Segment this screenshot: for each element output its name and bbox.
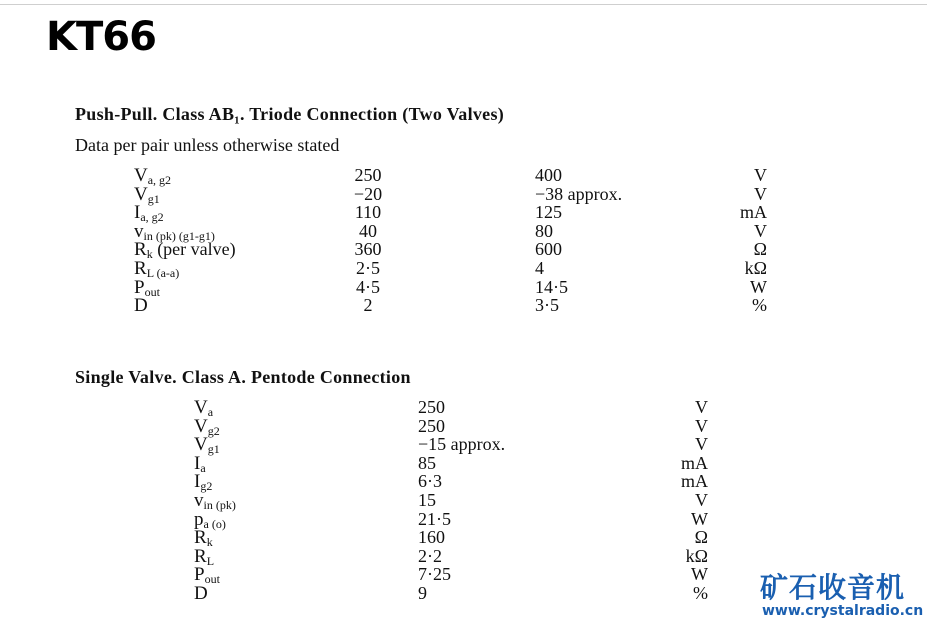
unit: W [691,508,708,529]
unit: W [691,564,708,585]
parameter-subscript: a [200,460,206,475]
watermark-chinese: 矿石收音机 [760,571,906,604]
table-row [0,259,927,278]
table-row [0,166,927,185]
unit: Ω [694,527,708,548]
parameter-subscript: a, g2 [140,210,164,225]
table-row [0,296,927,315]
parameter-symbol: V [134,183,148,205]
table-row [0,278,927,297]
table-row [0,398,927,417]
parameter-symbol: R [134,258,147,279]
value-col1: 2·5 [356,258,380,278]
table-row [0,454,927,473]
value-col2: 80 [535,220,553,241]
value-col1: 40 [359,220,377,241]
value: 6·3 [418,471,442,492]
value-col2: 4 [535,258,544,278]
value: 21·5 [418,508,451,529]
parameter-subscript: out [144,284,160,299]
value-col1: 4·5 [356,276,380,297]
value: 7·25 [418,564,451,585]
parameter-label [194,584,208,608]
value-col1: 2 [363,295,373,316]
parameter-subscript: g1 [207,442,220,457]
parameter-subscript: g2 [207,423,220,438]
table-row [0,222,927,241]
parameter-symbol: R [134,239,147,261]
unit: mA [740,202,767,223]
watermark-url: www.crystalradio.cn [762,603,924,619]
unit: Ω [753,239,767,260]
parameter-symbol: P [194,564,205,586]
value: −15 approx. [418,434,506,455]
unit: V [695,490,708,510]
top-divider [0,4,927,5]
parameter-symbol: V [194,434,208,456]
unit: V [754,165,767,185]
parameter-symbol: I [194,452,201,474]
unit: V [754,220,767,241]
unit: mA [681,452,708,473]
parameter-subscript: out [204,572,220,587]
parameter-subscript: g2 [200,479,213,494]
parameter-symbol: v [194,490,204,511]
table-row [0,239,927,262]
parameter-symbol: I [134,202,141,224]
value-col2: 3·5 [535,295,559,316]
unit: V [754,183,767,204]
value-col1: 110 [354,202,382,223]
table-row [0,202,927,225]
parameter-symbol: R [194,527,207,549]
value-col2: −38 approx. [535,183,623,204]
unit: % [752,295,767,316]
parameter-symbol: R [194,545,207,567]
unit: % [693,583,708,603]
table-row [0,510,927,529]
parameter-subscript: a (o) [203,516,226,531]
value: 250 [418,415,445,436]
value: 9 [418,583,427,603]
value: 85 [418,452,436,473]
unit: kΩ [685,545,708,566]
value-col2: 14·5 [535,276,568,297]
value-col1: −20 [353,183,383,204]
parameter-symbol: p [194,508,204,530]
unit: V [695,415,708,436]
table-row [0,491,927,510]
unit: V [695,434,708,455]
parameter-subscript: g1 [147,191,160,206]
parameter-label [134,296,148,320]
value: 15 [418,490,436,510]
parameter-subscript: a, g2 [147,173,172,187]
parameter-subscript: L [206,553,215,568]
table-row [0,547,927,566]
unit: kΩ [744,258,767,278]
section1-heading: Push-Pull. Class AB₁. Triode Connection (Two Valves) [75,104,505,124]
value: 160 [418,527,445,548]
parameter-symbol: D [134,295,148,317]
parameter-extra: (per valve) [152,239,236,260]
parameter-symbol: V [194,397,208,418]
value: 250 [418,397,445,417]
parameter-subscript: k [206,535,213,550]
parameter-subscript: a [207,405,214,419]
value-col2: 600 [535,239,562,260]
parameter-subscript: L (a-a) [146,266,180,280]
value-col1: 360 [354,239,382,260]
parameter-symbol: D [194,583,208,604]
unit: W [750,276,767,297]
page-title: KT66 [46,14,156,60]
value: 2·2 [418,545,442,566]
unit: mA [681,471,708,492]
unit: V [695,397,708,417]
value-col1: 250 [354,165,382,185]
parameter-subscript: in (pk) (g1-g1) [143,228,215,243]
parameter-subscript: in (pk) [203,498,236,512]
table-row [0,527,927,550]
table-row [0,471,927,494]
section2-heading: Single Valve. Class A. Pentode Connection [75,367,411,387]
parameter-subscript: k [146,247,153,262]
parameter-symbol: P [134,276,145,298]
parameter-symbol: v [134,220,144,242]
value-col2: 400 [535,165,562,185]
parameter-symbol: V [134,165,148,186]
parameter-symbol: I [194,471,201,493]
table-row [0,434,927,457]
table-row [0,417,927,436]
parameter-symbol: V [194,415,208,437]
table-row [0,185,927,204]
section1-note: Data per pair unless otherwise stated [75,135,340,155]
value-col2: 125 [535,202,562,223]
